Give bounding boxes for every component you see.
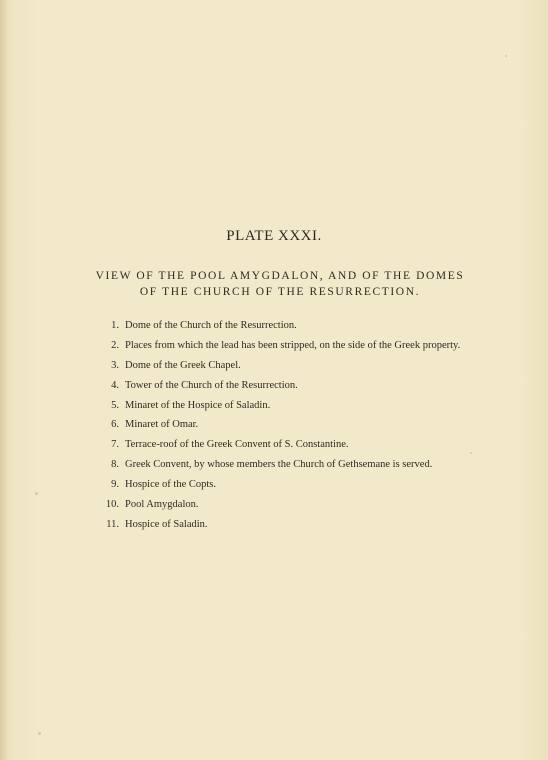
legend-item-text: Pool Amygdalon. (125, 499, 199, 511)
legend-item (95, 339, 485, 359)
legend-item (95, 478, 485, 498)
legend-item-number: 11. (106, 518, 119, 530)
legend-item (95, 438, 485, 458)
legend-item-text: Hospice of Saladin. (125, 518, 208, 530)
legend-item-text: Dome of the Church of the Resurrection. (125, 320, 297, 331)
plate-title: PLATE XXXI. (226, 228, 322, 244)
legend-item-number: 1. (111, 320, 119, 331)
legend-item (95, 319, 485, 339)
legend-item-number: 3. (111, 359, 119, 371)
legend-list (95, 319, 485, 538)
legend-item (95, 379, 485, 399)
legend-item-number: 2. (111, 339, 119, 351)
legend-item-text: Tower of the Church of the Resurrection. (125, 379, 298, 391)
legend-item (95, 518, 485, 538)
plate-subtitle-line-1: VIEW OF THE POOL AMYGDALON, AND OF THE DOMES (95, 270, 465, 282)
legend-item-number: 6. (111, 419, 119, 431)
legend-item-number: 5. (111, 399, 119, 411)
paper-foxing-spot (470, 452, 472, 454)
legend-item-text: Greek Convent, by whose members the Church of Gethsemane is served. (125, 459, 433, 471)
legend-item-text: Minaret of the Hospice of Saladin. (125, 399, 271, 411)
page-spine-edge (0, 0, 8, 760)
plate-subtitle (90, 268, 470, 300)
legend-item-text: Places from which the lead has been stripped, on the side of the Greek property. (125, 339, 461, 351)
legend-item (95, 458, 485, 478)
paper-foxing-spot (35, 492, 38, 495)
paper-foxing-spot (505, 55, 507, 57)
plate-subtitle-line-2: OF THE CHURCH OF THE RESURRECTION. (139, 286, 421, 298)
legend-item (95, 359, 485, 379)
legend-item-number: 4. (111, 379, 119, 391)
legend-item-number: 9. (111, 479, 119, 491)
legend-item-text: Hospice of the Copts. (125, 479, 216, 491)
legend-item-text: Dome of the Greek Chapel. (125, 359, 241, 371)
legend-item (95, 399, 485, 419)
legend-item-number: 10. (105, 499, 119, 511)
legend-item-text: Minaret of Omar. (125, 419, 199, 431)
legend-item (95, 498, 485, 518)
paper-foxing-spot (38, 732, 41, 735)
legend-item-number: 7. (111, 439, 119, 451)
legend-item (95, 418, 485, 438)
legend-item-number: 8. (111, 459, 119, 471)
legend-item-text: Terrace-roof of the Greek Convent of S. Constantine. (125, 439, 349, 451)
